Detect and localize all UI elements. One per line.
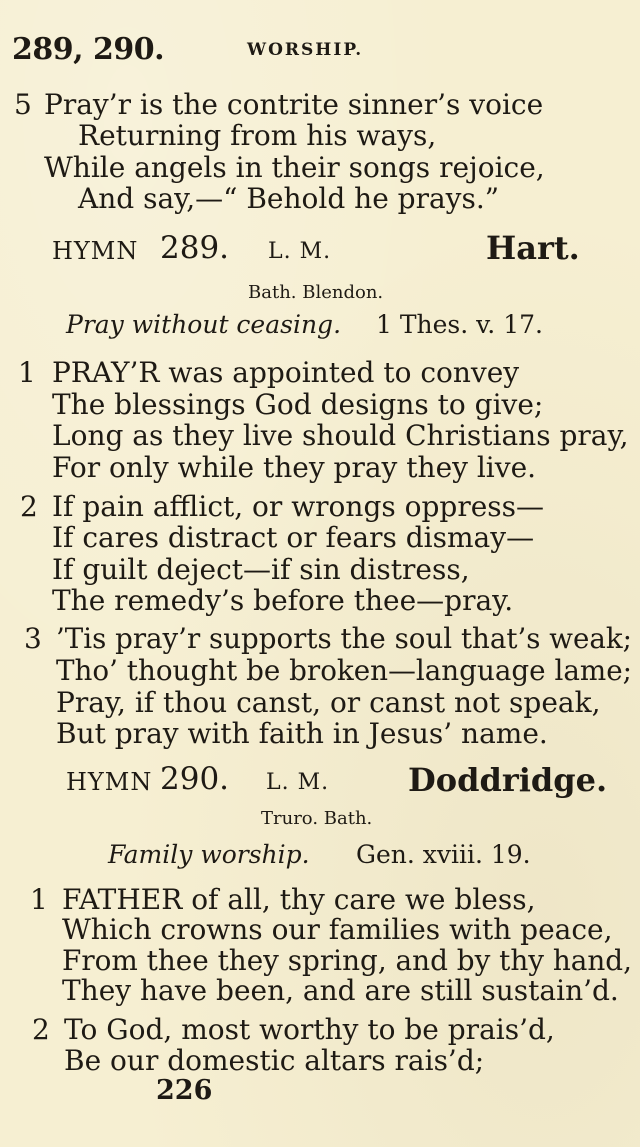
verse-line: PRAY’R was appointed to convey bbox=[52, 356, 520, 389]
hymn-author: Doddridge. bbox=[408, 761, 608, 799]
scripture-reference: 1 Thes. v. 17. bbox=[376, 310, 543, 339]
verse-number: 2 bbox=[32, 1013, 50, 1046]
hymn-theme: Family worship. bbox=[108, 840, 310, 869]
verse-line: Be our domestic altars rais’d; bbox=[64, 1044, 485, 1077]
scripture-reference: Gen. xviii. 19. bbox=[356, 840, 531, 869]
verse-line: The remedy’s before thee—pray. bbox=[52, 584, 514, 617]
running-head-hymn-numbers: 289, 290. bbox=[12, 32, 165, 67]
hymn-number: 289. bbox=[160, 230, 230, 266]
verse-number: 2 bbox=[20, 490, 38, 523]
hymn-meter: L. M. bbox=[268, 239, 332, 264]
page-number: 226 bbox=[156, 1075, 213, 1106]
verse-line: They have been, and are still sustain’d. bbox=[62, 974, 619, 1007]
running-head-section-title: WORSHIP. bbox=[247, 40, 364, 60]
verse-number: 1 bbox=[30, 883, 48, 916]
verse-line: For only while they pray they live. bbox=[52, 451, 537, 484]
hymn-label: HYMN bbox=[52, 237, 139, 265]
verse-line: ’Tis pray’r supports the soul that’s weak; bbox=[56, 622, 632, 655]
verse-line: To God, most worthy to be prais’d, bbox=[64, 1013, 555, 1046]
verse-line: The blessings God designs to give; bbox=[52, 388, 544, 421]
verse-line: Long as they live should Christians pray, bbox=[52, 419, 629, 452]
verse-line: FATHER of all, thy care we bless, bbox=[62, 883, 536, 916]
verse-line: If guilt deject—if sin distress, bbox=[52, 553, 470, 586]
tune-names: Bath. Blendon. bbox=[248, 282, 384, 303]
verse-line: If cares distract or fears dismay— bbox=[52, 521, 535, 554]
hymn-label: HYMN bbox=[66, 768, 153, 796]
verse-line: And say,—“ Behold he prays.” bbox=[78, 182, 500, 215]
verse-line: While angels in their songs rejoice, bbox=[44, 151, 545, 184]
hymn-number: 290. bbox=[160, 761, 230, 797]
verse-line: From thee they spring, and by thy hand, bbox=[62, 944, 632, 977]
tune-names: Truro. Bath. bbox=[261, 808, 373, 829]
hymn-author: Hart. bbox=[486, 229, 580, 267]
verse-number: 5 bbox=[14, 88, 32, 121]
verse-line: Pray’r is the contrite sinner’s voice bbox=[44, 88, 544, 121]
verse-line: Returning from his ways, bbox=[78, 119, 437, 152]
hymn-theme: Pray without ceasing. bbox=[66, 310, 342, 339]
verse-line: Which crowns our families with peace, bbox=[62, 913, 613, 946]
verse-line: Pray, if thou canst, or canst not speak, bbox=[56, 686, 601, 719]
hymn-meter: L. M. bbox=[266, 770, 330, 795]
verse-line: If pain afflict, or wrongs oppress— bbox=[52, 490, 545, 523]
verse-line: Tho’ thought be broken—language lame; bbox=[56, 654, 633, 687]
verse-line: But pray with faith in Jesus’ name. bbox=[56, 717, 548, 750]
verse-number: 3 bbox=[24, 622, 42, 655]
verse-number: 1 bbox=[18, 356, 36, 389]
